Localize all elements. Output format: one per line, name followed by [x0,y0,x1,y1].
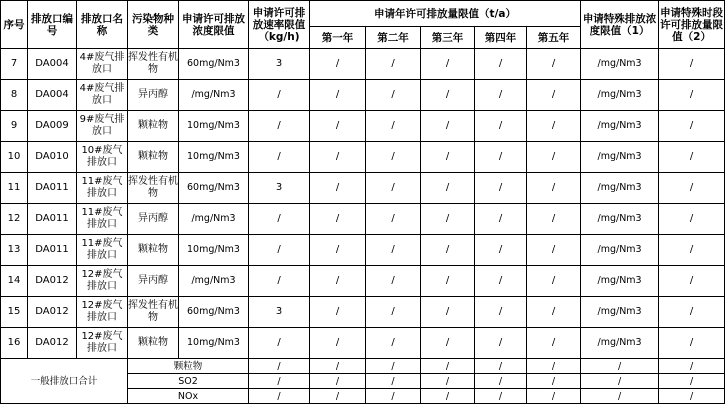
cell-special-period: / [659,297,725,328]
cell-special-period: / [659,235,725,266]
cell-year-4: / [475,173,527,204]
table-row [1,204,725,235]
cell-year-2: / [366,173,421,204]
cell-outlet-name: 12#废气排放口 [77,297,128,328]
cell-conc-limit: 60mg/Nm3 [179,173,249,204]
cell-year-1: / [310,266,366,297]
cell-year-4: / [475,111,527,142]
cell-rate-limit: 3 [249,173,310,204]
cell-outlet-name: 11#废气排放口 [77,173,128,204]
cell-year-3: / [421,374,475,389]
cell-rate-limit: / [249,142,310,173]
cell-seq: 15 [1,297,28,328]
cell-conc-limit: 60mg/Nm3 [179,49,249,80]
cell-year-5: / [527,173,581,204]
cell-year-3: / [421,266,475,297]
cell-year-3: / [421,49,475,80]
cell-special-conc: /mg/Nm3 [581,111,659,142]
cell-year-3: / [421,328,475,359]
cell-pollutant: 颗粒物 [128,235,179,266]
cell-seq: 7 [1,49,28,80]
cell-year-5: / [527,111,581,142]
table-row [1,235,725,266]
cell-conc-limit: 60mg/Nm3 [179,297,249,328]
cell-year-1: / [310,111,366,142]
cell-seq: 13 [1,235,28,266]
cell-seq: 14 [1,266,28,297]
header-year-2: 第二年 [366,27,421,49]
cell-year-5: / [527,204,581,235]
cell-special-period: / [659,389,725,404]
cell-year-3: / [421,389,475,404]
cell-rate-limit: / [249,359,310,374]
summary-row [1,359,725,374]
summary-pollutant: NOx [128,389,249,404]
cell-outlet-name: 4#废气排放口 [77,49,128,80]
cell-outlet-name: 12#废气排放口 [77,328,128,359]
cell-outlet-code: DA009 [28,111,77,142]
header-outlet-code: 排放口编号 [28,1,77,49]
cell-outlet-name: 9#废气排放口 [77,111,128,142]
cell-pollutant: 异丙醇 [128,204,179,235]
cell-year-1: / [310,142,366,173]
cell-rate-limit: / [249,80,310,111]
cell-year-2: / [366,374,421,389]
cell-special-conc: /mg/Nm3 [581,204,659,235]
cell-special-conc: /mg/Nm3 [581,235,659,266]
cell-special-period: / [659,266,725,297]
cell-year-1: / [310,235,366,266]
cell-outlet-code: DA012 [28,266,77,297]
header-outlet-name: 排放口名称 [77,1,128,49]
cell-outlet-name: 11#废气排放口 [77,235,128,266]
cell-special-conc: /mg/Nm3 [581,49,659,80]
cell-year-2: / [366,49,421,80]
cell-year-3: / [421,359,475,374]
cell-pollutant: 挥发性有机物 [128,297,179,328]
cell-outlet-name: 4#废气排放口 [77,80,128,111]
cell-seq: 10 [1,142,28,173]
table-row [1,173,725,204]
cell-year-3: / [421,235,475,266]
cell-rate-limit: / [249,111,310,142]
cell-outlet-code: DA004 [28,80,77,111]
cell-year-1: / [310,173,366,204]
cell-year-2: / [366,297,421,328]
cell-special-conc: /mg/Nm3 [581,328,659,359]
table-row [1,266,725,297]
cell-year-5: / [527,80,581,111]
cell-year-1: / [310,80,366,111]
cell-conc-limit: 10mg/Nm3 [179,142,249,173]
cell-conc-limit: /mg/Nm3 [179,204,249,235]
cell-year-2: / [366,204,421,235]
cell-year-2: / [366,328,421,359]
cell-year-2: / [366,111,421,142]
cell-year-4: / [475,328,527,359]
cell-special-conc: /mg/Nm3 [581,297,659,328]
cell-pollutant: 异丙醇 [128,266,179,297]
cell-year-5: / [527,235,581,266]
cell-special-period: / [659,359,725,374]
table-row [1,328,725,359]
cell-pollutant: 颗粒物 [128,142,179,173]
cell-year-4: / [475,297,527,328]
cell-year-1: / [310,204,366,235]
cell-special-period: / [659,111,725,142]
cell-conc-limit: 10mg/Nm3 [179,111,249,142]
cell-year-1: / [310,374,366,389]
cell-pollutant: 挥发性有机物 [128,49,179,80]
cell-special-conc: /mg/Nm3 [581,142,659,173]
cell-year-1: / [310,389,366,404]
cell-outlet-code: DA011 [28,204,77,235]
cell-year-4: / [475,49,527,80]
cell-year-2: / [366,359,421,374]
cell-rate-limit: 3 [249,49,310,80]
cell-year-2: / [366,142,421,173]
table-row [1,142,725,173]
cell-seq: 11 [1,173,28,204]
cell-year-2: / [366,266,421,297]
cell-special-conc: /mg/Nm3 [581,80,659,111]
cell-year-5: / [527,389,581,404]
cell-seq: 16 [1,328,28,359]
summary-pollutant: 颗粒物 [128,359,249,374]
cell-year-2: / [366,389,421,404]
cell-rate-limit: / [249,389,310,404]
cell-year-5: / [527,359,581,374]
cell-year-3: / [421,204,475,235]
cell-year-3: / [421,297,475,328]
cell-outlet-name: 12#废气排放口 [77,266,128,297]
cell-outlet-name: 10#废气排放口 [77,142,128,173]
cell-special-period: / [659,374,725,389]
cell-year-2: / [366,235,421,266]
summary-pollutant: SO2 [128,374,249,389]
table-body [1,49,725,359]
cell-year-4: / [475,389,527,404]
cell-seq: 9 [1,111,28,142]
cell-conc-limit: /mg/Nm3 [179,266,249,297]
cell-year-4: / [475,374,527,389]
cell-pollutant: 颗粒物 [128,328,179,359]
cell-special-conc: / [581,389,659,404]
cell-year-5: / [527,266,581,297]
cell-year-4: / [475,204,527,235]
cell-year-1: / [310,359,366,374]
header-special-period: 申请特殊时段许可排放量限值（2） [659,1,725,49]
cell-seq: 12 [1,204,28,235]
cell-year-5: / [527,142,581,173]
summary-body [1,359,725,404]
cell-year-3: / [421,80,475,111]
cell-special-period: / [659,173,725,204]
header-rate-limit: 申请许可排放速率限值（kg/h) [249,1,310,49]
cell-conc-limit: /mg/Nm3 [179,80,249,111]
cell-special-conc: / [581,359,659,374]
cell-outlet-code: DA004 [28,49,77,80]
cell-rate-limit: / [249,235,310,266]
cell-year-4: / [475,235,527,266]
cell-outlet-code: DA011 [28,173,77,204]
table-row [1,111,725,142]
header-seq: 序号 [1,1,28,49]
cell-year-5: / [527,297,581,328]
cell-year-3: / [421,142,475,173]
cell-outlet-code: DA012 [28,328,77,359]
cell-year-3: / [421,111,475,142]
cell-conc-limit: 10mg/Nm3 [179,328,249,359]
cell-outlet-code: DA011 [28,235,77,266]
cell-rate-limit: / [249,266,310,297]
cell-year-5: / [527,49,581,80]
cell-year-4: / [475,359,527,374]
table-row [1,297,725,328]
cell-special-period: / [659,204,725,235]
cell-year-4: / [475,142,527,173]
cell-special-conc: / [581,374,659,389]
cell-special-period: / [659,142,725,173]
header-year-3: 第三年 [421,27,475,49]
cell-outlet-code: DA010 [28,142,77,173]
cell-outlet-code: DA012 [28,297,77,328]
header-annual-group: 申请年许可排放量限值（t/a） [310,1,581,27]
cell-year-4: / [475,80,527,111]
header-conc-limit: 申请许可排放浓度限值 [179,1,249,49]
cell-year-4: / [475,266,527,297]
cell-rate-limit: 3 [249,297,310,328]
cell-special-period: / [659,49,725,80]
cell-rate-limit: / [249,328,310,359]
cell-seq: 8 [1,80,28,111]
cell-special-conc: /mg/Nm3 [581,266,659,297]
table-row [1,80,725,111]
cell-year-1: / [310,328,366,359]
header-year-4: 第四年 [475,27,527,49]
cell-conc-limit: 10mg/Nm3 [179,235,249,266]
cell-rate-limit: / [249,204,310,235]
header-year-5: 第五年 [527,27,581,49]
cell-outlet-name: 11#废气排放口 [77,204,128,235]
cell-special-conc: /mg/Nm3 [581,173,659,204]
cell-year-5: / [527,374,581,389]
header-pollutant: 污染物种类 [128,1,179,49]
cell-pollutant: 挥发性有机物 [128,173,179,204]
cell-rate-limit: / [249,374,310,389]
cell-year-2: / [366,80,421,111]
header-special-conc: 申请特殊排放浓度限值（1） [581,1,659,49]
cell-pollutant: 颗粒物 [128,111,179,142]
summary-label: 一般排放口合计 [1,359,128,404]
cell-pollutant: 异丙醇 [128,80,179,111]
cell-year-3: / [421,173,475,204]
cell-special-period: / [659,80,725,111]
cell-year-1: / [310,297,366,328]
table-row [1,49,725,80]
cell-year-5: / [527,328,581,359]
cell-special-period: / [659,328,725,359]
header-year-1: 第一年 [310,27,366,49]
cell-year-1: / [310,49,366,80]
